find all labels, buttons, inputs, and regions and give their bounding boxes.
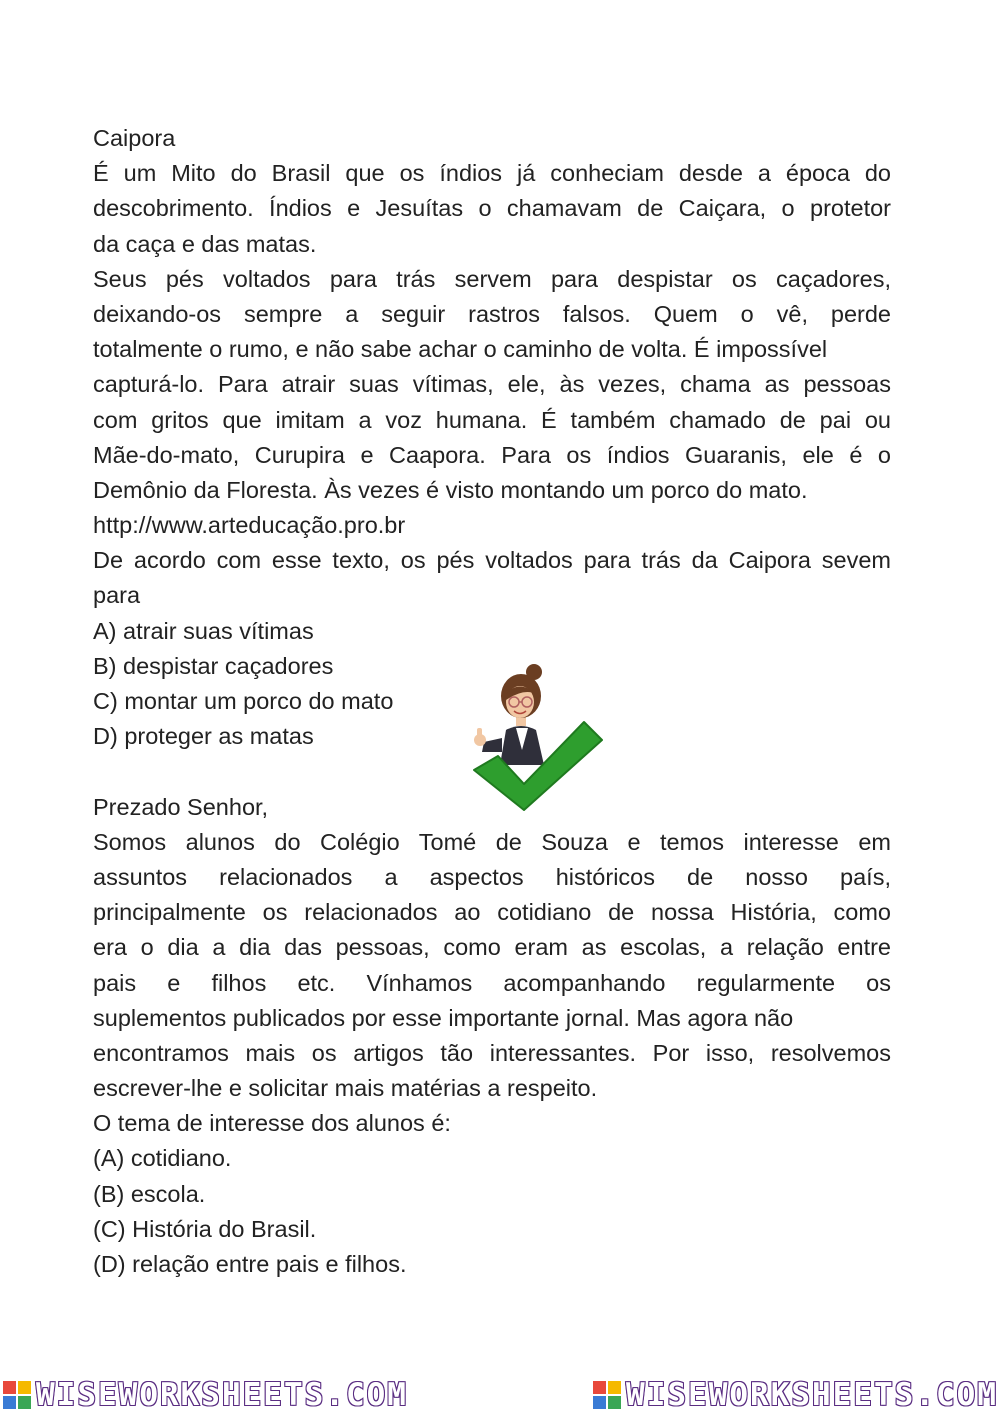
answer-option[interactable]: (C) História do Brasil. bbox=[93, 1215, 317, 1242]
brand-name: WISEWORKSHEETS.COM bbox=[626, 1377, 998, 1413]
wiseworksheets-logo-icon bbox=[592, 1380, 622, 1410]
answer-option[interactable]: (A) cotidiano. bbox=[93, 1145, 232, 1172]
footer-brand[interactable] bbox=[592, 1378, 998, 1412]
passage-line: totalmente o rumo, e não sabe achar o caminho de volta. É impossível bbox=[93, 336, 828, 363]
answer-option[interactable]: (D) relação entre pais e filhos. bbox=[93, 1251, 407, 1277]
question-prompt: De acordo com esse texto, os pés voltados para trás da Caipora sevem bbox=[93, 547, 891, 574]
passage-line: da caça e das matas. bbox=[93, 230, 317, 257]
passage-line: capturá-lo. Para atrair suas vítimas, ele, às vezes, chama as pessoas bbox=[93, 371, 891, 398]
passage-line: suplementos publicados por esse importante jornal. Mas agora não bbox=[93, 1004, 794, 1031]
passage-line: principalmente os relacionados ao cotidiano de nossa História, como bbox=[93, 899, 891, 926]
passage-line: É um Mito do Brasil que os índios já conheciam desde a época do bbox=[93, 160, 891, 187]
footer-brand[interactable] bbox=[2, 1378, 408, 1412]
passage-line: Demônio da Floresta. Às vezes é visto montando um porco do mato. bbox=[93, 476, 808, 503]
question-prompt: O tema de interesse dos alunos é: bbox=[93, 1110, 451, 1137]
passage-line: assuntos relacionados a aspectos históricos de nosso país, bbox=[93, 863, 891, 890]
source-link: http://www.arteducação.pro.br bbox=[93, 512, 406, 539]
passage-line: Mãe-do-mato, Curupira e Caapora. Para os índios Guaranis, ele é o bbox=[93, 441, 891, 468]
passage-line: Somos alunos do Colégio Tomé de Souza e temos interesse em bbox=[93, 828, 891, 855]
answer-option[interactable]: B) despistar caçadores bbox=[93, 652, 334, 679]
passage-line: encontramos mais os artigos tão interessantes. Por isso, resolvemos bbox=[93, 1039, 891, 1066]
answer-option[interactable]: (B) escola. bbox=[93, 1180, 206, 1207]
footer-banner bbox=[0, 1376, 1000, 1414]
passage-line: deixando-os sempre a seguir rastros falsos. Quem o vê, perde bbox=[93, 300, 891, 327]
question-prompt: para bbox=[93, 582, 141, 609]
passage-line: descobrimento. Índios e Jesuítas o chamavam de Caiçara, o protetor bbox=[93, 195, 891, 222]
passage-title: Caipora bbox=[93, 125, 176, 151]
answer-option[interactable]: A) atrair suas vítimas bbox=[93, 617, 314, 644]
wiseworksheets-logo-icon bbox=[2, 1380, 32, 1410]
passage-line: com gritos que imitam a voz humana. É também chamado de pai ou bbox=[93, 406, 891, 433]
letter-salutation: Prezado Senhor, bbox=[93, 793, 269, 820]
teacher-checkmark-icon bbox=[466, 660, 611, 820]
answer-option[interactable]: D) proteger as matas bbox=[93, 723, 314, 750]
passage-line: escrever-lhe e solicitar mais matérias a respeito. bbox=[93, 1075, 598, 1102]
answer-option[interactable]: C) montar um porco do mato bbox=[93, 688, 394, 714]
brand-name: WISEWORKSHEETS.COM bbox=[36, 1377, 408, 1413]
passage-line: pais e filhos etc. Vínhamos acompanhando regularmente os bbox=[93, 969, 891, 996]
passage-line: Seus pés voltados para trás servem para despistar os caçadores, bbox=[93, 265, 891, 292]
passage-line: era o dia a dia das pessoas, como eram as escolas, a relação entre bbox=[93, 934, 891, 961]
